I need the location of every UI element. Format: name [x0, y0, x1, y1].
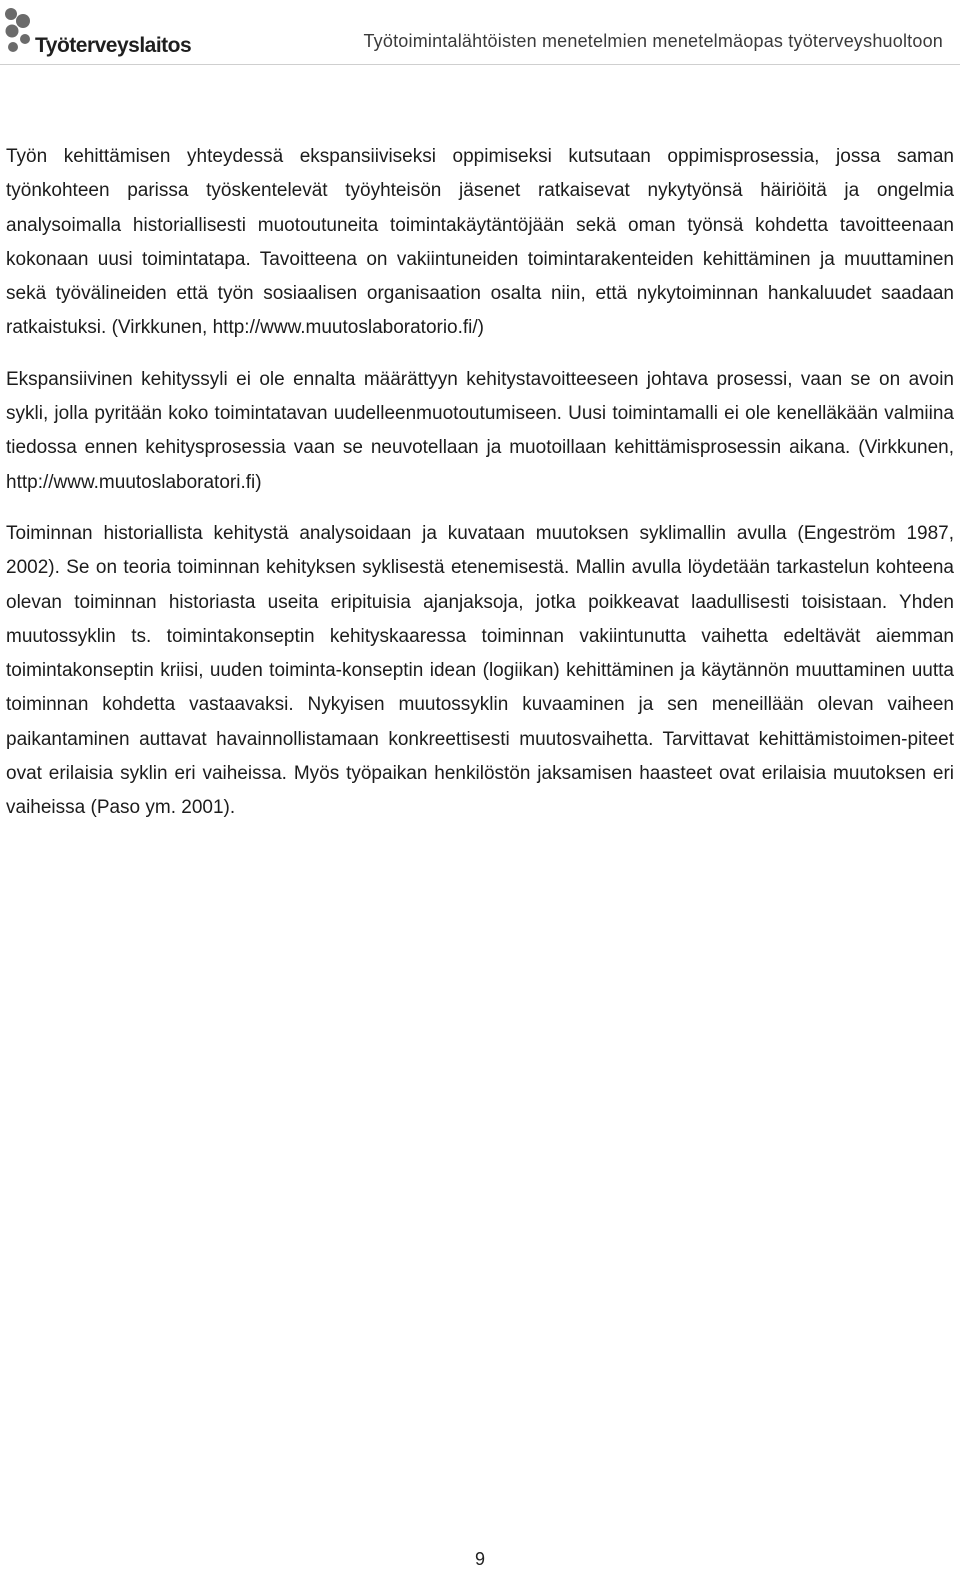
body-text	[6, 140, 954, 843]
logo-text: Työterveyslaitos	[35, 34, 192, 57]
tyoterveyslaitos-logo	[3, 7, 192, 57]
page-header	[0, 0, 960, 64]
document-title: Työtoimintalähtöisten menetelmien menetelmäopas työterveyshuoltoon	[363, 31, 943, 51]
logo-mark-icon	[3, 7, 33, 57]
paragraph: Ekspansiivinen kehityssyli ei ole ennalta määrättyyn kehitystavoitteeseen johtava prosessi, vaan se on avoin sykli, jolla pyritään koko toimintatavan uudelleenmuotoutumiseen. Uusi toimintamalli ei ole kenelläkään valmiina tiedossa ennen kehitysprosessia vaan se neuvotellaan ja muotoillaan kehittämisprosessin aikana. (Virkkunen, http://www.muutoslaboratori.fi)	[6, 368, 954, 493]
paragraph: Työn kehittämisen yhteydessä ekspansiiviseksi oppimiseksi kutsutaan oppimisprosessia, jossa saman työnkohteen parissa työskentelevät työyhteisön jäsenet ratkaisevat nykytyönsä häiriöitä ja ongelmia analysoimalla historiallisesti muotoutuneita toimintakäytäntöjään sekä oman työnsä kohdetta tavoitteenaan kokonaan uusi toimintatapa. Tavoitteena on vakiintuneiden toimintarakenteiden kehittäminen ja muuttaminen sekä työvälineiden että työn sosiaalisen organisaation osalta niin, että nykytoiminnan hankaluudet saadaan ratkaistuksi. (Virkkunen, http://www.muutoslaboratorio.fi/)	[6, 146, 954, 339]
paragraph: Toiminnan historiallista kehitystä analysoidaan ja kuvataan muutoksen syklimallin avulla (Engeström 1987, 2002). Se on teoria toiminnan kehityksen syklisestä etenemisestä. Mallin avulla löydetään tarkastelun kohteena olevan toiminnan historiasta useita eripituisia ajanjaksoja, jotka poikkeavat laadullisesti toisistaan. Yhden muutossyklin ts. toimintakonseptin kehityskaaressa toiminnan vakiintunutta vaihetta edeltävät aiemman toimintakonseptin kriisi, uuden toiminta-konseptin idean (logiikan) kehittäminen ja käytännön muuttaminen uutta toiminnan kohdetta vastaavaksi. Nykyisen muutossyklin kuvaaminen ja sen meneillään olevan vaiheen paikantaminen auttavat havainnollistamaan konkreettisesti muutosvaihetta. Tarvittavat kehittämistoimen-piteet ovat erilaisia syklin eri vaiheissa. Myös työpaikan henkilöstön jaksamisen haasteet ovat erilaisia muutoksen eri vaiheissa (Paso ym. 2001).	[6, 522, 954, 819]
page-number: 9	[474, 1549, 485, 1569]
header-divider	[0, 64, 960, 65]
